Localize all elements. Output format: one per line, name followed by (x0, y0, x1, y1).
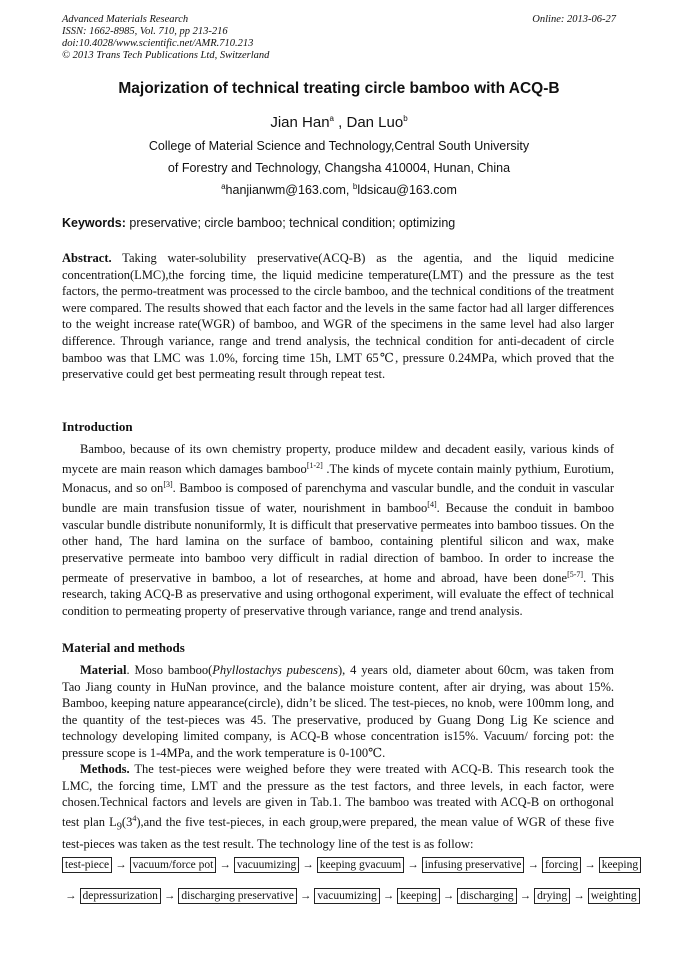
flow-step: infusing preservative (422, 857, 525, 873)
journal-name: Advanced Materials Research (62, 14, 189, 25)
intro-text-4: . Because the conduit in bamboo vascular bundle distribute nonuniformly, It is difficult that preservative permeates into bamboo tissues. On the other hand, The hard lamina on the surface of bamboo, containing plentiful silicon and wax, make preservative permeate into bamboo very difficult in radial direction of bamboo. In order to increase the permeate of preservative in bamboo, a lot of researches, at home and abroad, have been done (62, 501, 614, 585)
abstract (62, 250, 614, 383)
flow-step: discharging (457, 888, 516, 904)
keywords-label: Keywords: (62, 216, 126, 230)
author-1-sup: a (329, 114, 334, 123)
abstract-text: Taking water-solubility preservative(ACQ-B) as the agentia, and the liquid medicine concentration(LMC),the forcing time, the liquid medicine temperature(LMT) and the pressure as the test factors, the permo-treatment was processed to the circle bamboo, and the technical conditions of the treatment were compared. The results showed that each factor and the levels in the same factor had all larger differences to the weight increase rate(WGR) of bamboo, and WGR of the specimens in the same level had also larger difference. Through variance, range and trend analysis, the technical condition for anti-decadent of circle bamboo was that LMC was 1.0%, forcing time 15h, LMT 65℃, pressure 0.24MPa, which proved that the preservative could get best permeating result through repeat test. (62, 251, 614, 382)
paper-title: Majorization of technical treating circle bamboo with ACQ-B (118, 80, 560, 97)
flow-arrow: → (65, 890, 77, 902)
flow-step: vacuum/force pot (130, 857, 217, 873)
flow-step: vacuumizing (314, 888, 379, 904)
introduction-paragraph (62, 441, 614, 620)
flow-arrow: → (519, 890, 532, 902)
intro-text-3: . Bamboo is composed of parenchyma and vascular bundle, and the conduit in vascular bundle are main transfusion tissue of water, nourishment in bamboo (62, 481, 614, 516)
intro-text-2: .The kinds of mycete contain mainly pythium, Eurotium, Monacus, and so on (62, 461, 614, 496)
abstract-label: Abstract. (62, 251, 112, 265)
methods-text-2: (3 (121, 814, 133, 829)
doi-line: doi:10.4028/www.scientific.net/AMR.710.213 (62, 38, 254, 49)
affiliation-line-2: of Forestry and Technology, Changsha 410004, Hunan, China (167, 161, 511, 175)
flow-step: keeping (599, 857, 641, 873)
flow-arrow: → (382, 890, 395, 902)
keywords-text: preservative; circle bamboo; technical condition; optimizing (125, 216, 456, 230)
flow-arrow: → (302, 859, 314, 871)
author-separator: , (333, 114, 347, 131)
intro-text-5: . This research, taking ACQ-B as preservative and using orthogonal experiment, will evaluate the effect of technical condition to permeating property of preservative through variance, range and trend analysis. (62, 570, 615, 618)
flow-step: depressurization (80, 888, 161, 904)
species-name: Phyllostachys pubescens (212, 663, 338, 677)
flow-arrow: → (407, 859, 419, 871)
methods-text-3: ),and the five test-pieces, in each group,were prepared, the mean value of WGR of these five test-pieces was taken as the test result. The technology line of the test is as follow: (62, 814, 615, 852)
material-text-1: . Moso bamboo( (126, 663, 213, 677)
flow-arrow: → (584, 859, 596, 871)
introduction-heading: Introduction (62, 419, 133, 434)
journal-header (62, 14, 269, 62)
email-b: ldsicau@163.com (357, 183, 457, 198)
flow-step: keeping (397, 888, 439, 904)
flow-step: drying (534, 888, 570, 904)
flow-step: keeping gvacuum (317, 857, 404, 873)
author-line (0, 114, 678, 131)
flow-arrow: → (219, 859, 231, 871)
issn-line: ISSN: 1662-8985, Vol. 710, pp 213-216 (62, 26, 228, 37)
material-paragraph (62, 662, 614, 762)
author-2: Dan Luo (346, 114, 404, 131)
methods-subscript: 9 (116, 821, 122, 833)
flow-arrow: → (163, 890, 176, 902)
author-2-sup: b (403, 114, 408, 123)
process-flow-row-2 (62, 888, 637, 904)
email-a: hanjianwm@163.com, (225, 183, 350, 198)
citation-3: [4] (427, 500, 437, 510)
intro-text-1: Bamboo, because of its own chemistry property, produce mildew and decadent easily, various kinds of mycete are main reason which damages bamboo (62, 442, 614, 476)
flow-step: weighting (588, 888, 640, 904)
material-text-2: ), 4 years old, diameter about 60cm, was taken from Tao Jiang county in HuNan province, and the balance moisture content, after air drying, was about 15%. Bamboo, keeping nature appearance(circle), didn’t be sliced. The test-pieces, no knob, were 100mm long, and the quantity of the test-pieces was 45. The preservative, produced by Guang Dong Lig Ke science and technology developing limited company, is ACQ-B whose concentration is15%. Vacuum/ forcing pot: the pressure scope is 1-4MPa, and the work temperature is 0-100℃. (62, 663, 614, 760)
flow-arrow: → (299, 890, 312, 902)
material-label: Material (80, 663, 127, 677)
online-date: Online: 2013-06-27 (532, 14, 616, 25)
citation-1: [1-2] (306, 460, 323, 470)
methods-superscript: 4 (132, 813, 137, 823)
flow-step: forcing (542, 857, 581, 873)
citation-4: [5-7] (567, 569, 584, 579)
affiliation-line-1: College of Material Science and Technology,Central South University (148, 139, 530, 153)
keywords (62, 216, 455, 230)
copyright-line: © 2013 Trans Tech Publications Ltd, Switzerland (62, 50, 270, 61)
email-line (0, 182, 678, 197)
flow-arrow: → (442, 890, 455, 902)
email-b-sup: b (352, 182, 358, 191)
email-a-sup: a (221, 182, 226, 191)
flow-step: discharging preservative (178, 888, 297, 904)
flow-step: test-piece (62, 857, 112, 873)
methods-text-1: The test-pieces were weighed before they were treated with ACQ-B. This research took the LMC, the forcing time, LMT and the pressure as the test factors, and three levels, in each factor, were chosen.Technical factors and levels are given in Tab.1. The bamboo was treated with ACQ-B on orthogonal test plan L (62, 762, 614, 829)
methods-heading: Material and methods (62, 640, 185, 655)
citation-2: [3] (163, 480, 173, 490)
methods-paragraph (62, 761, 614, 853)
process-flow-row-1 (62, 857, 639, 873)
flow-arrow: → (573, 890, 585, 902)
author-1: Jian Han (270, 114, 330, 131)
flow-step: vacuumizing (234, 857, 299, 873)
flow-arrow: → (115, 859, 127, 871)
methods-label: Methods. (80, 762, 130, 776)
flow-arrow: → (527, 859, 539, 871)
